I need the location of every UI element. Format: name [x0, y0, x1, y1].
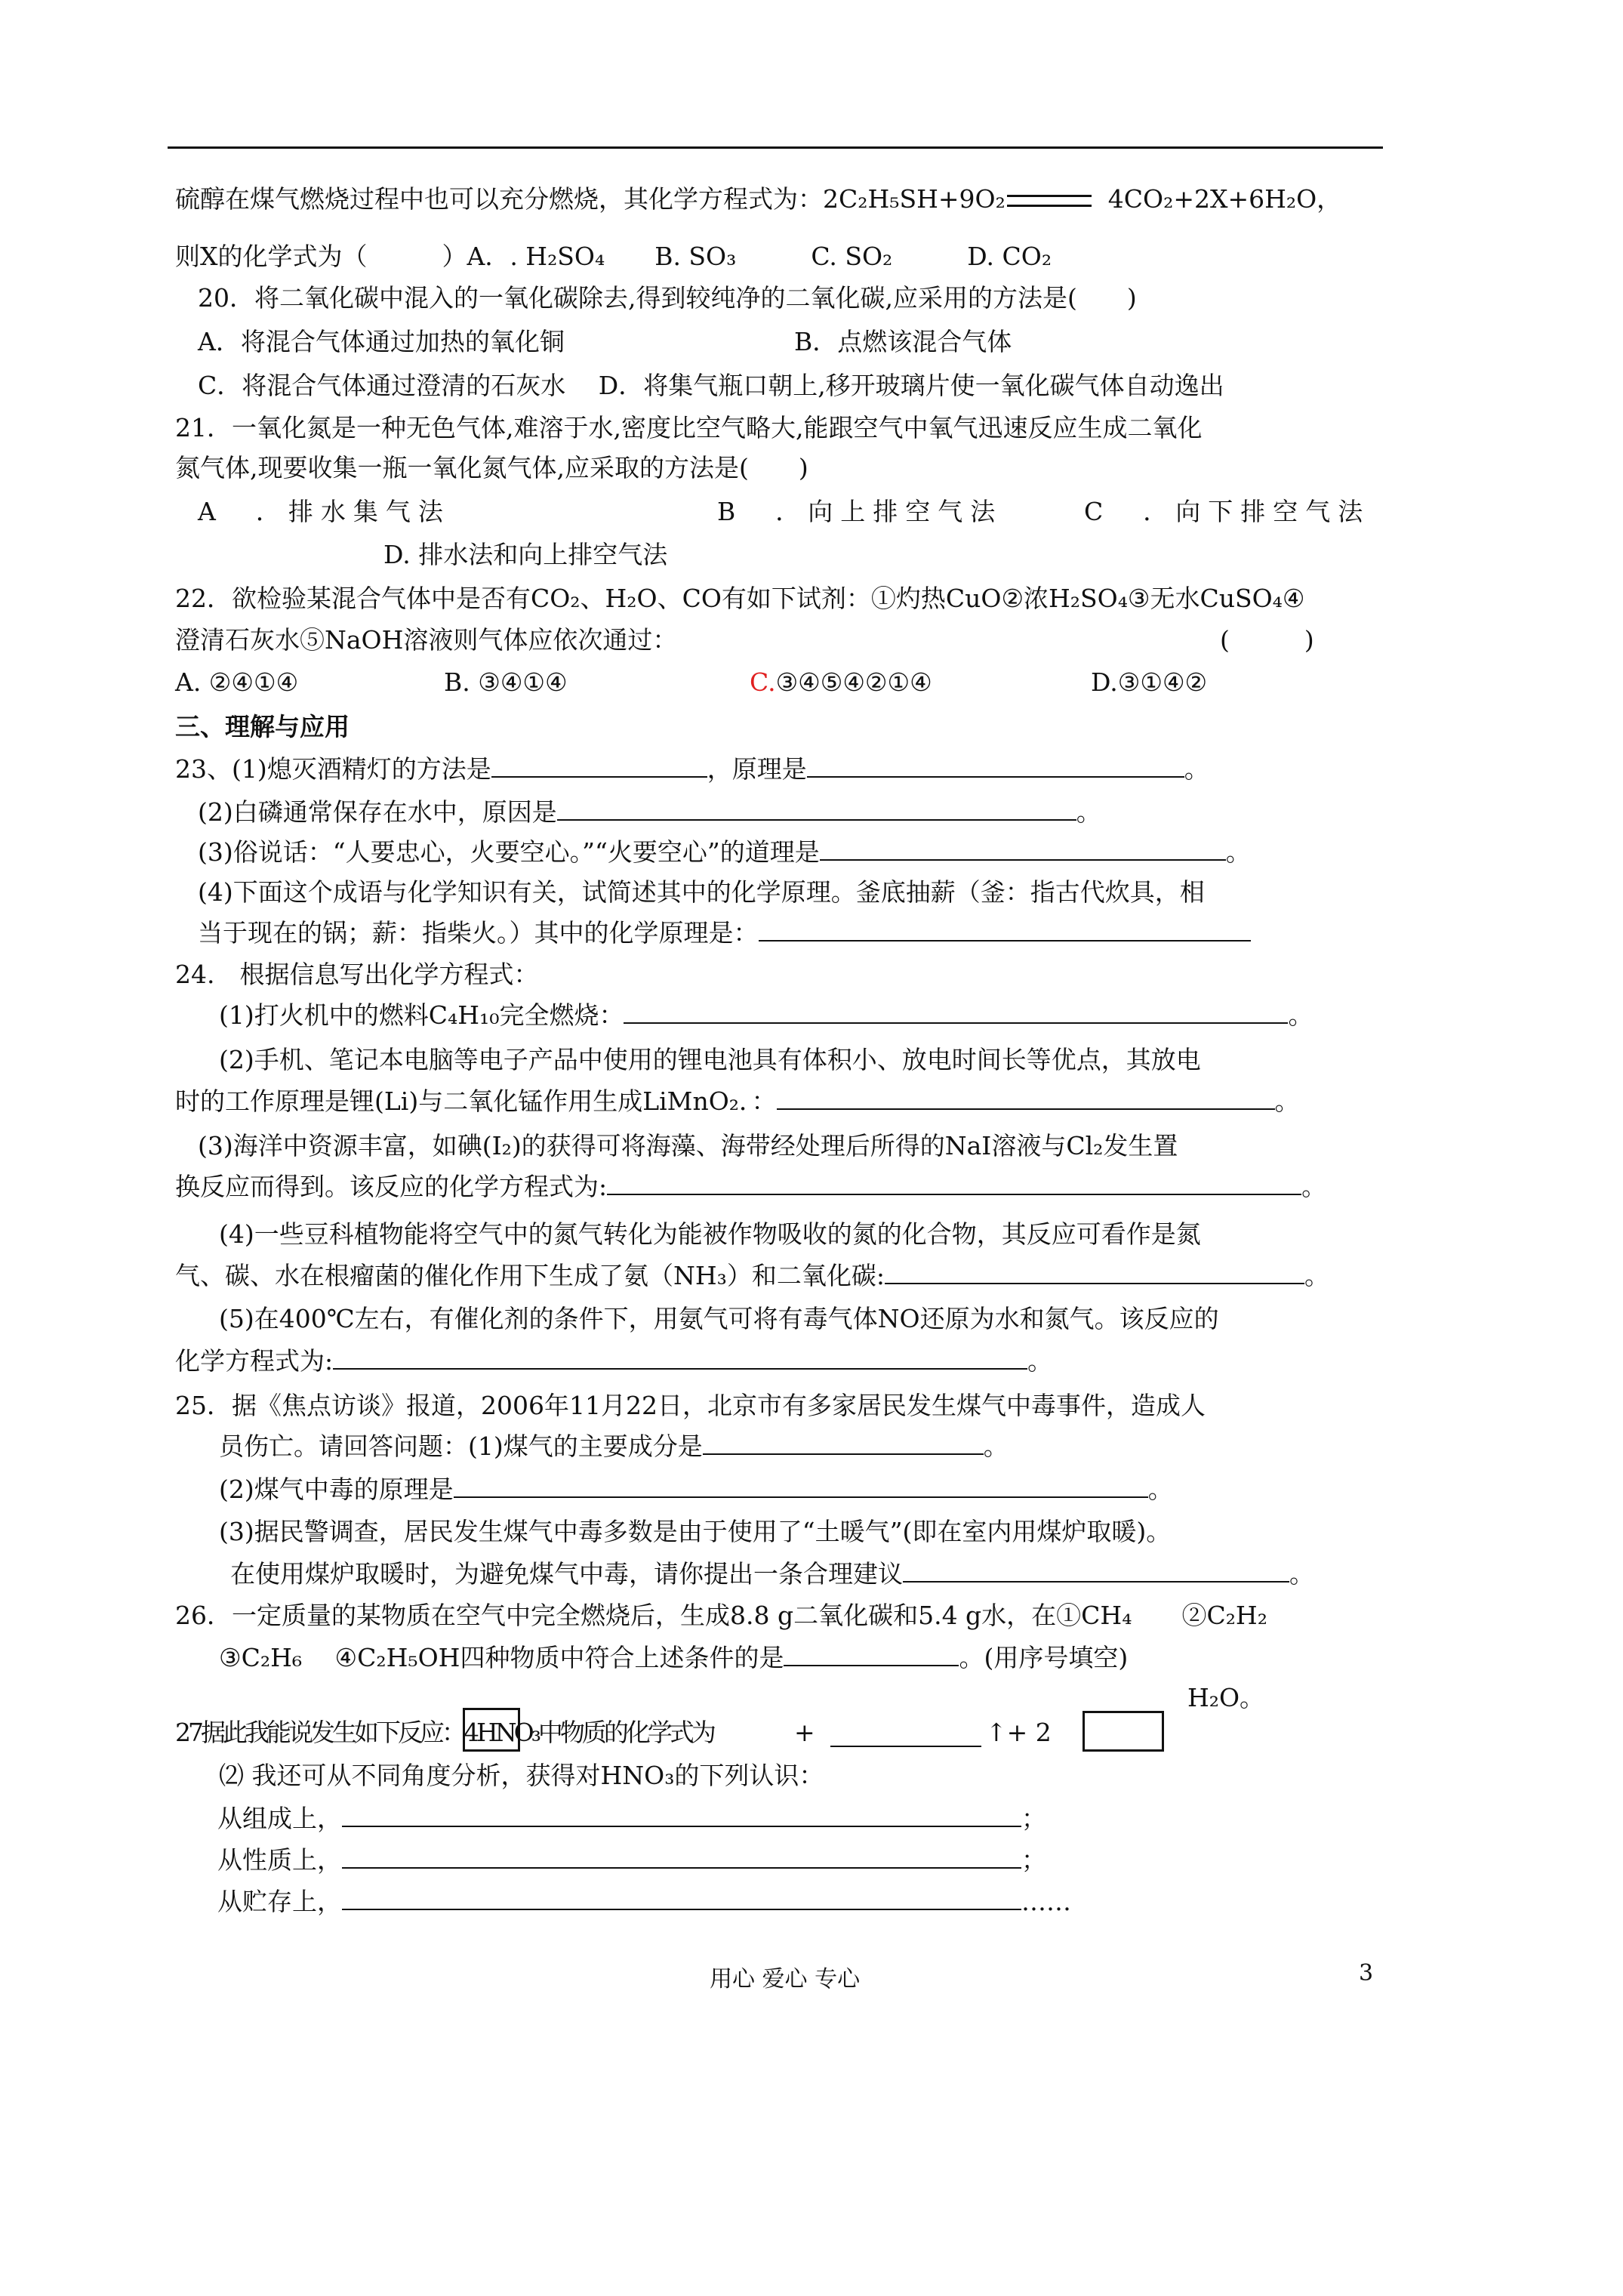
q25-line-1: 25．据《焦点访谈》报道，2006年11月22日，北京市有多家居民发生煤气中毒事件，造成人: [175, 1391, 1206, 1420]
q20-option-a: A．将混合气体通过加热的氧化铜: [198, 327, 565, 356]
q24-part-5b: [175, 1344, 1052, 1378]
q23-4-blank[interactable]: [759, 916, 1251, 942]
page-number: 3: [1359, 1960, 1374, 1986]
q21-option-a: A ．排水集气法: [198, 497, 451, 526]
q23-line-5: [198, 916, 1251, 950]
q23-line-4: (4)下面这个成语与化学知识有关，试简述其中的化学原理。釜底抽薪（釜：指古代炊具，相: [198, 877, 1205, 907]
q24-part-2b: [175, 1084, 1300, 1118]
period: 。: [1027, 1346, 1053, 1376]
q27-arrow-plus: ↑+ 2: [986, 1718, 1052, 1747]
q23-1-principle-blank[interactable]: [807, 752, 1184, 778]
q23-1-principle-label: ，原理是: [707, 754, 807, 784]
q25-2-blank[interactable]: [454, 1472, 1148, 1498]
footer-motto: 用心 爱心 专心: [710, 1966, 861, 1992]
period: 。: [1289, 1559, 1314, 1589]
q22-option-a: A. ②④①④: [175, 667, 299, 697]
q22-option-c-letter: C.: [750, 667, 776, 697]
period: 。: [1274, 1086, 1300, 1116]
q24-stem: 24. 根据信息写出化学方程式：: [175, 960, 539, 989]
q27-row-property: [217, 1843, 1046, 1877]
q27-row-composition: [217, 1801, 1046, 1835]
q26-line-2: [219, 1641, 1128, 1675]
q24-5-blank[interactable]: [333, 1344, 1027, 1370]
q24-part-3b: [175, 1170, 1326, 1203]
period: 。: [1304, 1261, 1330, 1290]
q27-overlap-text: 27据此我能说发生如下反应：4HNO₃中物质的化学式为: [175, 1718, 713, 1747]
q22-answer-paren: ( ): [1220, 625, 1314, 655]
q22-option-d: D.③①④②: [1091, 667, 1208, 697]
q27-property-blank[interactable]: [342, 1843, 1021, 1869]
q27-composition-label: 从组成上，: [217, 1804, 342, 1833]
q20-stem: 20．将二氧化碳中混入的一氧化碳除去,得到较纯净的二氧化碳,应采用的方法是( ): [198, 283, 1137, 313]
q24-5-prompt: 化学方程式为:: [175, 1346, 334, 1376]
period: 。: [983, 1432, 1009, 1461]
q23-2-blank[interactable]: [557, 795, 1076, 821]
period: 。: [1184, 754, 1209, 784]
q23-line-3: [198, 835, 1251, 869]
q27-part-2: ⑵ 我还可从不同角度分析，获得对HNO₃的下列认识：: [219, 1761, 824, 1790]
q24-part-1: [219, 998, 1313, 1032]
q26-blank[interactable]: [784, 1641, 959, 1666]
q24-part-4a: (4)一些豆科植物能将空气中的氮气转化为能被作物吸收的氮的化合物，其反应可看作是氮: [219, 1219, 1201, 1249]
q26-line-1: 26．一定质量的某物质在空气中完全燃烧后，生成8.8 g二氧化碳和5.4 g水，在①CH₄ ②C₂H₂: [175, 1601, 1267, 1630]
q25-line-4: (3)据民警调查，居民发生煤气中毒多数是由于使用了“土暖气”(即在室内用煤炉取暖)。: [219, 1517, 1172, 1546]
header-rule: [168, 146, 1383, 149]
q27-h2o: H₂O。: [1187, 1683, 1265, 1712]
section-heading: 三、理解与应用: [175, 712, 350, 741]
q23-line-2: [198, 795, 1101, 829]
q22-option-b: B. ③④①④: [444, 667, 568, 697]
q22-option-c: [750, 666, 932, 699]
q25-line-5: [230, 1557, 1314, 1591]
q25-3-prompt: 在使用煤炉取暖时，为避免煤气中毒，请你提出一条合理建议: [230, 1559, 903, 1589]
q21-stem-2: 氮气体,现要收集一瓶一氧化氮气体,应采取的方法是( ): [175, 453, 808, 482]
q27-plus: +: [794, 1718, 815, 1747]
q21-stem-1: 21．一氧化氮是一种无色气体,难溶于水,密度比空气略大,能跟空气中氧气迅速反应生成二氧化: [175, 413, 1203, 442]
semicolon: ；: [1021, 1804, 1046, 1833]
q19-equation-rhs: 4CO₂+2X+6H₂O，: [1107, 184, 1342, 214]
q27-property-label: 从性质上，: [217, 1845, 342, 1875]
q25-1-blank[interactable]: [703, 1429, 984, 1455]
q25-3-blank[interactable]: [903, 1557, 1289, 1583]
q24-part-5a: (5)在400℃左右，有催化剂的条件下，用氨气可将有毒气体NO还原为水和氮气。该反应的: [219, 1304, 1219, 1333]
period: 。: [1288, 1000, 1313, 1030]
q27-row-storage: [217, 1885, 1071, 1918]
q24-1-prompt: (1)打火机中的燃料C₄H₁₀完全燃烧：: [219, 1000, 624, 1030]
q22-stem-2: 澄清石灰水⑤NaOH溶液则气体应依次通过：: [175, 625, 678, 655]
q24-1-blank[interactable]: [624, 998, 1288, 1024]
period: 。: [1225, 837, 1251, 867]
q27-storage-label: 从贮存上，: [217, 1887, 342, 1916]
q19-equation-lhs: 硫醇在煤气燃烧过程中也可以充分燃烧，其化学方程式为：2C₂H₅SH+9O₂: [175, 184, 1006, 214]
q26-suffix: 。(用序号填空): [959, 1643, 1129, 1672]
q27-composition-blank[interactable]: [342, 1801, 1021, 1827]
q24-part-3a: (3)海洋中资源丰富，如碘(I₂)的获得可将海藻、海带经处理后所得的NaI溶液与Cl₂发生置: [198, 1131, 1178, 1160]
q23-3-prompt: (3)俗说话：“人要忠心，火要空心。”“火要空心”的道理是: [198, 837, 820, 867]
q19-options: 则X的化学式为（ ）A．. H₂SO₄ B. SO₃ C. SO₂ D. CO₂: [175, 242, 1052, 271]
q24-3-prompt: 换反应而得到。该反应的化学方程式为:: [175, 1172, 608, 1201]
q22-option-c-text: ③④⑤④②①④: [775, 667, 932, 697]
q21-option-b: B ．向上排空气法: [717, 497, 1003, 526]
q24-4-blank[interactable]: [885, 1259, 1304, 1284]
q20-option-cd: C．将混合气体通过澄清的石灰水 D．将集气瓶口朝上,移开玻璃片使一氧化碳气体自动逸出: [198, 371, 1224, 400]
q25-line-3: [219, 1472, 1173, 1506]
q25-line-2: [219, 1429, 1009, 1463]
q23-3-blank[interactable]: [820, 835, 1226, 861]
q24-2-prompt: 时的工作原理是锂(Li)与二氧化锰作用生成LiMnO₂．：: [175, 1086, 777, 1116]
q23-4-prompt: 当于现在的锅；薪：指柴火。）其中的化学原理是：: [198, 918, 759, 948]
q23-1-prompt: 23、(1)熄灭酒精灯的方法是: [175, 754, 491, 784]
period: 。: [1076, 797, 1101, 827]
q24-part-4b: [175, 1259, 1329, 1293]
q23-line-1: [175, 752, 1209, 786]
q25-2-prompt: (2)煤气中毒的原理是: [219, 1475, 454, 1504]
ellipsis: ……: [1021, 1887, 1071, 1916]
q24-part-2a: (2)手机、笔记本电脑等电子产品中使用的锂电池具有体积小、放电时间长等优点，其放电: [219, 1045, 1201, 1074]
q19-equation-line: [175, 183, 1341, 216]
period: 。: [1301, 1172, 1327, 1201]
semicolon: ；: [1021, 1845, 1046, 1875]
q27-formula-blank[interactable]: [830, 1721, 981, 1747]
period: 。: [1147, 1475, 1173, 1504]
equation-equals-sign: [1007, 195, 1092, 207]
q20-option-b: B．点燃该混合气体: [794, 327, 1012, 356]
q24-3-blank[interactable]: [607, 1170, 1301, 1195]
q27-answer-box[interactable]: [1083, 1711, 1164, 1752]
q24-4-prompt: 气、碳、水在根瘤菌的催化作用下生成了氨（NH₃）和二氧化碳:: [175, 1261, 885, 1290]
q21-option-c: C ．向下排空气法: [1084, 497, 1371, 526]
q21-option-d: D. 排水法和向上排空气法: [383, 540, 668, 569]
q27-storage-blank[interactable]: [342, 1885, 1021, 1910]
q24-2-blank[interactable]: [777, 1084, 1275, 1110]
q25-1-prompt: 员伤亡。请回答问题：(1)煤气的主要成分是: [219, 1432, 703, 1461]
q26-prompt: ③C₂H₆ ④C₂H₅OH四种物质中符合上述条件的是: [219, 1643, 784, 1672]
q23-1-method-blank[interactable]: [491, 752, 707, 778]
q23-2-prompt: (2)白磷通常保存在水中，原因是: [198, 797, 557, 827]
q22-stem-1: 22．欲检验某混合气体中是否有CO₂、H₂O、CO有如下试剂：①灼热CuO②浓H₂SO₄③无水CuSO₄④: [175, 584, 1305, 613]
